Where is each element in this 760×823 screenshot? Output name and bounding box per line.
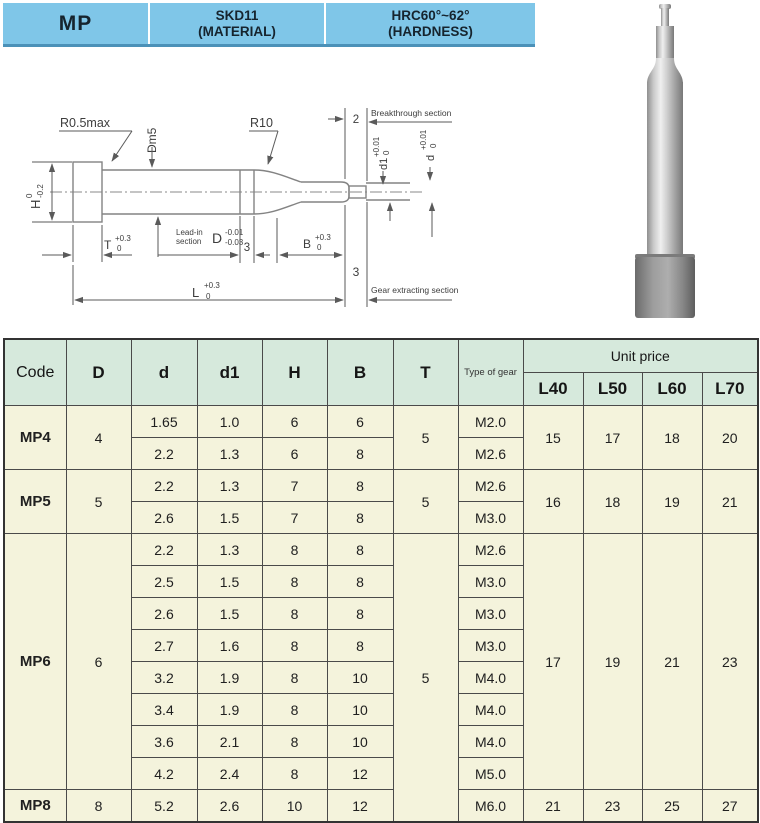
cell-code: MP4 — [4, 406, 66, 470]
cell-H: 7 — [262, 470, 327, 502]
cell-d1: 1.6 — [197, 630, 262, 662]
cell-d1: 2.1 — [197, 726, 262, 758]
cell-B: 8 — [327, 502, 393, 534]
dim-d1-tol-sup: +0.01 — [372, 136, 381, 157]
cell-B: 8 — [327, 470, 393, 502]
technical-drawing — [0, 85, 590, 335]
dim-T-label: T — [104, 238, 112, 252]
cell-H: 6 — [262, 406, 327, 438]
cell-H: 8 — [262, 694, 327, 726]
gear-extracting-callout — [369, 285, 459, 300]
col-header-L40: L40 — [523, 373, 583, 406]
cell-price-L50: 18 — [583, 470, 642, 534]
cell-gear-type: M2.0 — [458, 406, 523, 438]
cell-H: 8 — [262, 726, 327, 758]
dim-T — [42, 225, 132, 262]
cell-H: 8 — [262, 758, 327, 790]
spec-table — [3, 338, 759, 823]
cell-price-L40: 17 — [523, 534, 583, 790]
cell-d: 2.6 — [131, 502, 197, 534]
dim-B-tol-sup: +0.3 — [315, 233, 331, 242]
cell-D: 8 — [66, 790, 131, 823]
breakthrough-label: Breakthrough section — [371, 108, 452, 118]
cell-price-L50: 23 — [583, 790, 642, 823]
cell-gear-type: M4.0 — [458, 694, 523, 726]
cell-price-L70: 21 — [702, 470, 758, 534]
table-body — [4, 406, 758, 823]
dim-3-right — [353, 265, 360, 279]
col-header-d: d — [131, 339, 197, 406]
col-header-D: D — [66, 339, 131, 406]
product-photo — [595, 0, 760, 330]
material-value: SKD11 — [215, 8, 259, 24]
cell-H: 8 — [262, 534, 327, 566]
dim-d1-label: d1 — [378, 157, 390, 170]
cell-D: 6 — [66, 534, 131, 790]
cell-price-L70: 27 — [702, 790, 758, 823]
cell-price-L70: 23 — [702, 534, 758, 790]
dim-2-label: 2 — [352, 114, 360, 126]
dim-H-label: H — [28, 199, 43, 209]
dim-H — [25, 162, 72, 222]
product-code-cell — [3, 3, 148, 44]
dim-L — [73, 265, 343, 305]
cell-H: 8 — [262, 662, 327, 694]
cell-H: 8 — [262, 630, 327, 662]
cell-d1: 1.3 — [197, 470, 262, 502]
col-header-T: T — [393, 339, 458, 406]
cell-H: 8 — [262, 566, 327, 598]
cell-d: 4.2 — [131, 758, 197, 790]
cell-d: 2.2 — [131, 470, 197, 502]
cell-price-L60: 18 — [642, 406, 702, 470]
col-header-L70: L70 — [702, 373, 758, 406]
callout-r05max — [59, 116, 132, 161]
cell-d1: 1.3 — [197, 534, 262, 566]
cell-B: 8 — [327, 438, 393, 470]
cell-B: 8 — [327, 630, 393, 662]
table-row — [4, 790, 758, 823]
dim-d-tol-sup: +0.01 — [419, 129, 428, 150]
cell-H: 6 — [262, 438, 327, 470]
col-header-L60: L60 — [642, 373, 702, 406]
cell-B: 10 — [327, 694, 393, 726]
cell-d1: 1.3 — [197, 438, 262, 470]
gear-extracting-label: Gear extracting section — [371, 285, 459, 295]
dim-B-tol-sub: 0 — [317, 243, 322, 252]
dim-d-label: d — [425, 154, 437, 161]
cell-H: 7 — [262, 502, 327, 534]
cell-B: 6 — [327, 406, 393, 438]
cell-d1: 1.5 — [197, 598, 262, 630]
hardness-label: (HARDNESS) — [388, 23, 473, 39]
cell-gear-type: M3.0 — [458, 502, 523, 534]
dim-H-tol-sup: 0 — [25, 193, 34, 198]
material-label: (MATERIAL) — [198, 23, 276, 39]
cell-d: 1.65 — [131, 406, 197, 438]
cell-B: 12 — [327, 790, 393, 823]
dim-3-left — [240, 216, 270, 263]
table-head — [4, 339, 758, 406]
cell-H: 8 — [262, 598, 327, 630]
dim-H-tol-sub: -0.2 — [36, 184, 45, 198]
cell-gear-type: M5.0 — [458, 758, 523, 790]
cell-d: 2.6 — [131, 598, 197, 630]
dim-d — [419, 129, 438, 237]
cell-price-L60: 21 — [642, 534, 702, 790]
cell-d: 2.5 — [131, 566, 197, 598]
dim-d1-tol-sub: 0 — [382, 150, 391, 155]
hardness-value: HRC60°~62° — [391, 8, 470, 24]
cell-price-L40: 16 — [523, 470, 583, 534]
cell-price-L50: 19 — [583, 534, 642, 790]
dim-2-breakthrough — [328, 108, 452, 126]
cell-d: 3.4 — [131, 694, 197, 726]
cell-d1: 1.9 — [197, 662, 262, 694]
cell-D: 4 — [66, 406, 131, 470]
spec-header-bar — [3, 3, 535, 47]
product-code: MP — [58, 11, 93, 35]
cell-d: 2.2 — [131, 438, 197, 470]
dim-T-tol-sub: 0 — [117, 244, 122, 253]
cell-d1: 1.5 — [197, 566, 262, 598]
dim-D-tol-sup: -0.01 — [225, 228, 244, 237]
cell-price-L60: 25 — [642, 790, 702, 823]
cell-d: 5.2 — [131, 790, 197, 823]
cell-d: 2.7 — [131, 630, 197, 662]
cell-T: 5 — [393, 534, 458, 823]
dim-d1 — [372, 136, 391, 221]
dim-L-label: L — [192, 285, 200, 300]
cell-T: 5 — [393, 406, 458, 470]
cell-gear-type: M3.0 — [458, 630, 523, 662]
col-header-B: B — [327, 339, 393, 406]
cell-price-L50: 17 — [583, 406, 642, 470]
cell-d: 3.2 — [131, 662, 197, 694]
table-row — [4, 470, 758, 502]
cell-B: 8 — [327, 566, 393, 598]
dim-D-leadin — [158, 217, 244, 257]
cell-gear-type: M4.0 — [458, 662, 523, 694]
dim-D-label: D — [212, 230, 223, 246]
cell-B: 8 — [327, 598, 393, 630]
dim-3-right-label: 3 — [352, 265, 360, 279]
cell-code: MP8 — [4, 790, 66, 823]
cell-gear-type: M3.0 — [458, 598, 523, 630]
col-header-d1: d1 — [197, 339, 262, 406]
material-cell — [150, 3, 324, 44]
table-row — [4, 406, 758, 438]
dim-3-left-label: 3 — [243, 242, 251, 254]
dim-T-tol-sup: +0.3 — [115, 234, 131, 243]
cell-code: MP5 — [4, 470, 66, 534]
cell-d1: 1.5 — [197, 502, 262, 534]
cell-gear-type: M3.0 — [458, 566, 523, 598]
r10-label: R10 — [250, 116, 273, 130]
hardness-cell — [326, 3, 535, 44]
dim-d-tol-sub: 0 — [429, 143, 438, 148]
cell-d: 3.6 — [131, 726, 197, 758]
col-header-gear-type: Type of gear — [458, 339, 523, 406]
col-header-H: H — [262, 339, 327, 406]
dim-L-tol-sup: +0.3 — [204, 281, 220, 290]
cell-H: 10 — [262, 790, 327, 823]
col-header-L50: L50 — [583, 373, 642, 406]
cell-d: 2.2 — [131, 534, 197, 566]
r05max-label: R0.5max — [60, 116, 111, 130]
cell-gear-type: M2.6 — [458, 534, 523, 566]
leadin-label-1: Lead-in — [176, 228, 203, 237]
cell-B: 10 — [327, 726, 393, 758]
cell-d1: 1.9 — [197, 694, 262, 726]
callout-r10 — [249, 116, 278, 164]
cell-gear-type: M2.6 — [458, 470, 523, 502]
dim-L-tol-sub: 0 — [206, 292, 211, 301]
cell-gear-type: M2.6 — [458, 438, 523, 470]
dim-B — [277, 218, 342, 263]
cell-gear-type: M4.0 — [458, 726, 523, 758]
cell-price-L40: 21 — [523, 790, 583, 823]
cell-B: 12 — [327, 758, 393, 790]
leadin-label-2: section — [176, 237, 202, 246]
dim-D-tol-sub: -0.03 — [225, 238, 244, 247]
table-row — [4, 534, 758, 566]
cell-d1: 1.0 — [197, 406, 262, 438]
col-header-unit-price: Unit price — [523, 339, 758, 373]
cell-price-L70: 20 — [702, 406, 758, 470]
cell-d1: 2.6 — [197, 790, 262, 823]
cell-d1: 2.4 — [197, 758, 262, 790]
callout-dm5 — [145, 127, 159, 167]
cell-T: 5 — [393, 470, 458, 534]
cell-B: 10 — [327, 662, 393, 694]
table-header-row-1 — [4, 339, 758, 373]
cell-price-L60: 19 — [642, 470, 702, 534]
cell-D: 5 — [66, 470, 131, 534]
dim-B-label: B — [303, 237, 312, 251]
cell-gear-type: M6.0 — [458, 790, 523, 823]
cell-B: 8 — [327, 534, 393, 566]
dm5-label: Dm5 — [145, 127, 159, 153]
col-header-code: Code — [4, 339, 66, 406]
cell-price-L40: 15 — [523, 406, 583, 470]
punch-photo-shape — [635, 4, 695, 318]
cell-code: MP6 — [4, 534, 66, 790]
